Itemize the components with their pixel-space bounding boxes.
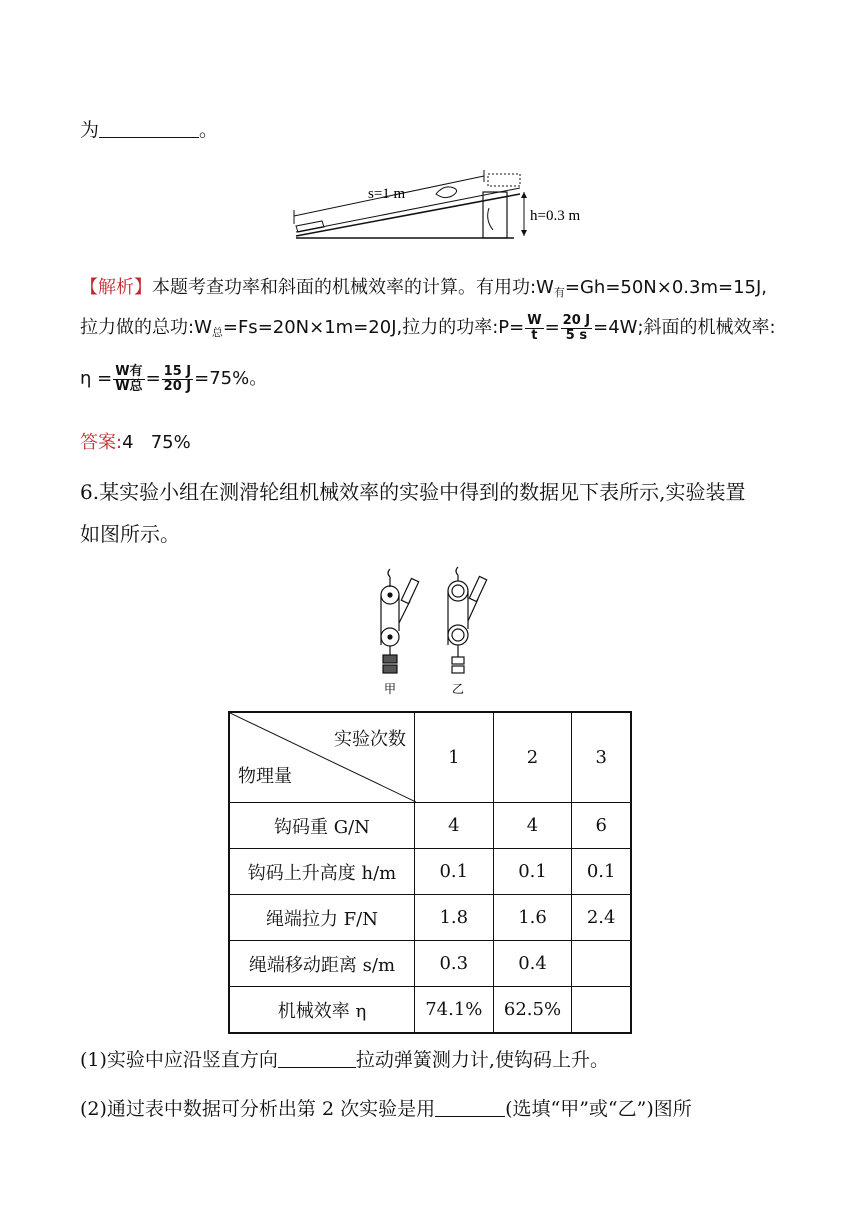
table-cell[interactable]: [572, 941, 631, 987]
question-6-line-2: 如图所示。: [80, 522, 180, 546]
h-label: h=0.3 m: [530, 208, 581, 224]
experiment-data-table: [228, 711, 632, 1034]
fill-blank[interactable]: [278, 1049, 356, 1068]
analysis-text-2c: =4W;斜面的机械效率:: [593, 317, 776, 338]
table-row: [229, 941, 631, 987]
efficiency-fraction-1: $\frac{\text{W有}}{\text{W总}}$: [115, 363, 143, 394]
table-header-cell: 1: [414, 712, 493, 803]
answer-line: [80, 428, 191, 454]
part-2-suffix: (选填“甲”或“乙”)图所: [505, 1098, 692, 1120]
analysis-sub-2: 总: [211, 326, 223, 339]
table-cell: 0.4: [493, 941, 572, 987]
pulley-figure: [370, 565, 490, 700]
answer-value: 4 75%: [122, 432, 191, 453]
power-fraction-1: $\frac{W}{t}$: [527, 312, 542, 343]
analysis-text-2b: =Fs=20N×1m=20J,拉力的功率:P=: [222, 317, 525, 338]
eta-prefix: η =: [80, 368, 113, 389]
table-cell: 74.1%: [414, 987, 493, 1034]
efficiency-eq: =: [145, 368, 161, 389]
table-cell: 4: [414, 803, 493, 849]
eta-end: =75%。: [194, 368, 268, 389]
corner-top-label: 实验次数: [333, 729, 406, 750]
power-fraction-2: $\frac{20 J}{5 s}$: [562, 312, 591, 343]
line-suffix: 。: [199, 119, 219, 141]
analysis-line-1: [80, 273, 767, 300]
table-cell: 1.8: [414, 895, 493, 941]
analysis-line-3: [80, 364, 267, 394]
table-row: [229, 987, 631, 1034]
analysis-text-1-end: =Gh=50N×0.3m=15J,: [564, 277, 768, 298]
analysis-line-2: [80, 313, 776, 343]
answer-blank-line: [80, 115, 218, 142]
table-cell: 0.1: [493, 849, 572, 895]
efficiency-fraction-2: $\frac{15 J}{20 J}$: [163, 363, 192, 394]
table-header-row: [229, 712, 631, 803]
question-6-part-1: [80, 1045, 609, 1072]
answer-label: 答案:: [80, 432, 123, 453]
table-cell: 6: [572, 803, 631, 849]
table-cell[interactable]: [572, 987, 631, 1034]
analysis-text-2a: 拉力做的总功:W: [80, 317, 212, 338]
table-cell: 1.6: [493, 895, 572, 941]
part-2-prefix: (2)通过表中数据可分析出第 2 次实验是用: [80, 1098, 436, 1120]
pulley-setup-a: [381, 569, 419, 673]
row-label: 钩码重 G/N: [229, 803, 414, 849]
analysis-sub-1: 有: [553, 286, 565, 299]
fill-blank[interactable]: [435, 1098, 505, 1117]
s-label: s=1 m: [368, 186, 406, 202]
label-yi: 乙: [452, 682, 465, 696]
table-corner-cell: [229, 712, 414, 803]
table-header-cell: 2: [493, 712, 572, 803]
analysis-text-1: 本题考查功率和斜面的机械效率的计算。有用功:W: [152, 277, 554, 298]
part-1-prefix: (1)实验中应沿竖直方向: [80, 1049, 278, 1071]
line-prefix: 为: [80, 119, 100, 141]
incline-figure: [288, 170, 588, 240]
table-cell: 0.3: [414, 941, 493, 987]
pulley-setup-b: [448, 567, 487, 673]
table-cell: 2.4: [572, 895, 631, 941]
row-label: 钩码上升高度 h/m: [229, 849, 414, 895]
table-cell: 0.1: [572, 849, 631, 895]
table-row: [229, 895, 631, 941]
row-label: 绳端移动距离 s/m: [229, 941, 414, 987]
fill-blank[interactable]: [99, 119, 199, 138]
analysis-tag: 【解析】: [80, 277, 152, 298]
table-cell: 4: [493, 803, 572, 849]
question-6-line-1: 6.某实验小组在测滑轮组机械效率的实验中得到的数据见下表所示,实验装置: [80, 480, 746, 504]
table-cell: 0.1: [414, 849, 493, 895]
row-label: 绳端拉力 F/N: [229, 895, 414, 941]
row-label: 机械效率 η: [229, 987, 414, 1034]
part-1-suffix: 拉动弹簧测力计,使钩码上升。: [355, 1049, 609, 1071]
table-row: [229, 803, 631, 849]
table-cell: 62.5%: [493, 987, 572, 1034]
question-6-part-2: [80, 1094, 692, 1121]
label-jia: 甲: [384, 682, 397, 696]
table-header-cell: 3: [572, 712, 631, 803]
corner-bottom-label: 物理量: [238, 766, 292, 787]
power-eq: =: [544, 317, 560, 338]
table-row: [229, 849, 631, 895]
